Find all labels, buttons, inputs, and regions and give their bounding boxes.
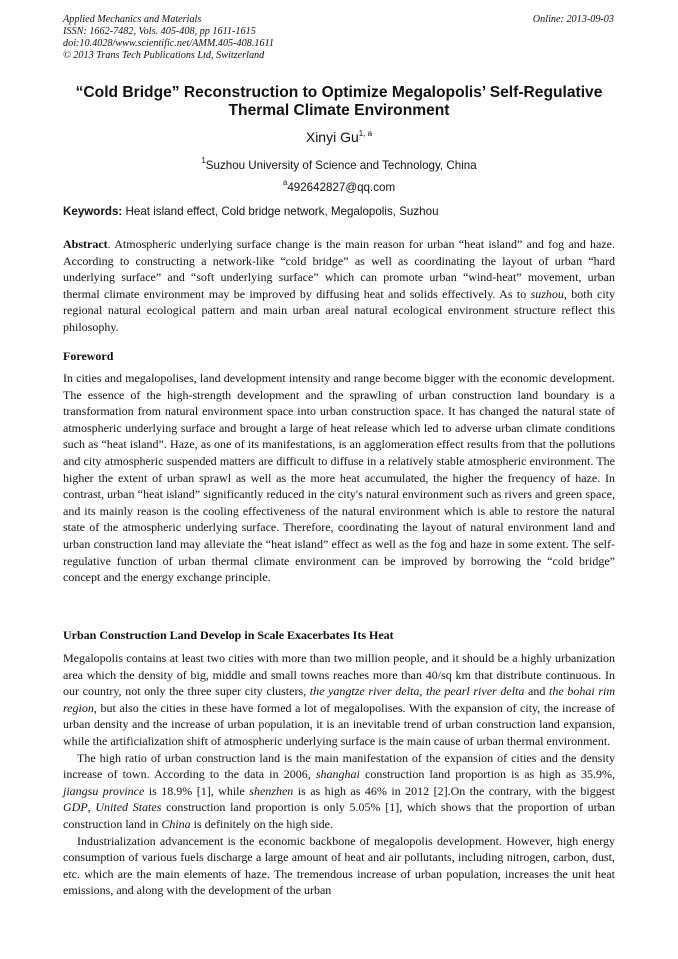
p1-c: and <box>524 684 550 699</box>
p1-bohai: the bohai rim region <box>63 684 616 715</box>
p2-shanghai: shanghai <box>315 767 360 782</box>
p2-g: is definitely on the high side. <box>190 816 333 831</box>
p2-china: China <box>161 816 191 831</box>
author-name: Xinyi Gu <box>305 129 359 145</box>
keywords-label: Keywords: <box>63 205 123 218</box>
section-heading: Urban Construction Land Develop in Scale Exacerbates Its Heat <box>63 628 394 642</box>
p1-a: Megalopolis contains at least two cities with more than two million people, and it should be a highly urbanization area which the density of big, middle and small towns reaches more than 40/sq km that distribute continuous. In our country, not only the three super city clusters, <box>63 651 615 699</box>
p2-jiangsu: jiangsu province <box>63 783 145 798</box>
p2-b: construction land proportion is as high as 35.9%, <box>359 767 616 782</box>
email-sup: a <box>282 178 288 187</box>
p2-a: The high ratio of urban construction land is the main manifestation of the expansion of cities and the density increase of town. According to the data in 2006, <box>63 750 615 782</box>
foreword-heading: Foreword <box>63 349 114 363</box>
p1-pearl: the pearl river delta <box>426 684 525 699</box>
p1-b: , <box>419 684 427 699</box>
affiliation-sup: 1 <box>201 156 206 165</box>
paper-title <box>40 84 638 120</box>
p2-f: construction land proportion is only 5.05% [1], which shows that the proportion of urban construction land in <box>63 800 616 831</box>
copyright-line: © 2013 Trans Tech Publications Ltd, Switzerland <box>63 50 265 61</box>
title-line-1: “Cold Bridge” Reconstruction to Optimize Megalopolis’ Self-Regulative <box>75 84 603 101</box>
foreword-text: In cities and megalopolises, land development intensity and range become bigger with the economic development. The essence of the high-strength development and the sprawling of urban construction land boundary is a transformation from natural environment space into urban construction space. It has changed the natural state of atmospheric underlying surface and brought a large of heat release which led to adverse urban climate conditions such as “heat island”. Haze, as one of its manifestations, is an agglomeration effect results from that the pollutions and city atmospheric suspended matters are difficult to diffuse in a relatively stable atmospheric environment. The higher the extent of urban sprawl as well as the more heat accumulated, the higher the frequency of haze. In contrast, urban “heat island” significantly reduced in the city's natural environment such as rivers and green space, and its mainly reason is the cooling effectiveness of the natural environment which is able to restore the natural state of the atmospheric underlying surface. Therefore, coordinating the layout of natural environment land and urban construction land may alleviate the “heat island” effect as well as the fog and haze in some extent. The self-regulative function of urban thermal climate environment can be improved by borrowing the “cold bridge” concept and the energy exchange principle. <box>63 371 615 585</box>
affiliation <box>0 156 678 172</box>
journal-name: Applied Mechanics and Materials <box>63 14 202 25</box>
p2-d: is as high as 46% in 2012 [2].On the contrary, with the biggest <box>293 783 616 798</box>
doi-line: doi:10.4028/www.scientific.net/AMM.405-408.1611 <box>63 38 274 49</box>
p2-c: is 18.9% [1], while <box>144 783 250 798</box>
author-email <box>0 178 678 194</box>
paragraph-2 <box>63 750 615 833</box>
title-line-2: Thermal Climate Environment <box>228 102 450 119</box>
p2-us: United States <box>95 800 162 815</box>
abstract-text-2: , both city regional natural ecological pattern and main urban areal natural ecological environment structure reflect this philosophy. <box>63 286 615 334</box>
p2-e: , <box>87 800 96 815</box>
online-date: Online: 2013-09-03 <box>532 14 614 25</box>
p1-yangtze: the yangtze river delta <box>309 684 420 699</box>
author <box>0 129 678 145</box>
paragraph-3: Industrialization advancement is the economic backbone of megalopolis development. However, high energy consumption of various fuels discharge a large amount of heat and air pollutants, including nitrogen, carbon, dust, etc. which are the main elements of haze. The tremendous increase of urban population, increases the unit heat emissions, and along with the development of the urban <box>63 833 615 898</box>
abstract-text-1: . Atmospheric underlying surface change is the main reason for urban “heat island” and fog and haze. According to constructing a network-like “cold bridge” as well as coordinating the layout of urban “hard underlying surface” and “soft underlying surface” which can promote urban “wind-heat” movement, urban thermal climate environment may be improved by diffusing heat and solids effectively. As to <box>63 237 615 301</box>
email-text: 492642827@qq.com <box>287 181 396 194</box>
abstract-suzhou: suzhou <box>530 286 564 301</box>
section-body <box>63 650 615 899</box>
paragraph-1 <box>63 650 615 750</box>
p1-d: , but also the cities in these have formed a lot of megalopolises. With the expansion of city, the increase of urban density and the increase of urban population, it is an inevitable trend of urban construction land expansion, while the artificialization shift of atmospheric underlying surface is the main cause of urban thermal environment. <box>63 700 615 748</box>
abstract <box>63 236 615 336</box>
journal-header <box>63 14 274 62</box>
issn-line: ISSN: 1662-7482, Vols. 405-408, pp 1611-1615 <box>63 26 256 37</box>
keywords-text: Heat island effect, Cold bridge network, Megalopolis, Suzhou <box>125 205 439 218</box>
p2-shenzhen: shenzhen <box>249 783 294 798</box>
abstract-label: Abstract <box>63 237 108 251</box>
keywords <box>63 205 615 218</box>
affiliation-text: Suzhou University of Science and Technology, China <box>205 159 477 172</box>
author-sup: 1, a <box>358 129 373 138</box>
p2-gdp: GDP <box>63 800 88 815</box>
